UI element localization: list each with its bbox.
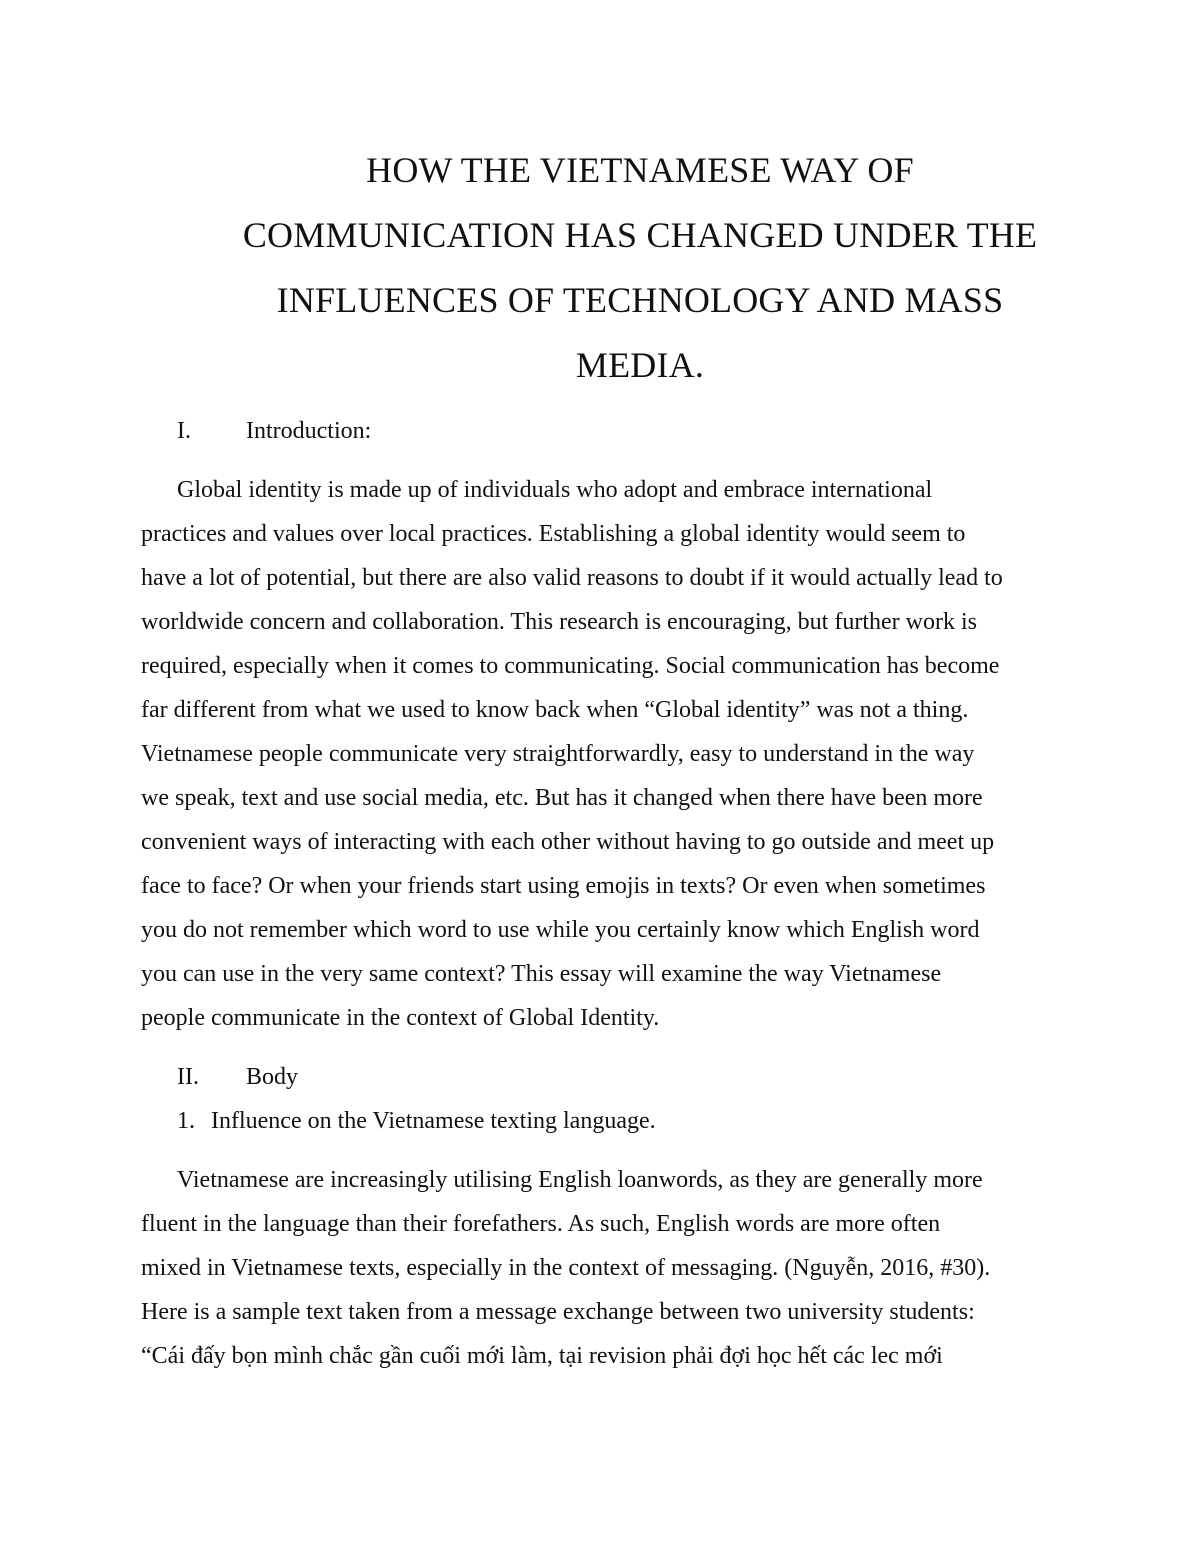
paragraph-line: people communicate in the context of Global Identity. [141, 1005, 660, 1031]
introduction-paragraph [141, 468, 1071, 1040]
paragraph-line: far different from what we used to know back when “Global identity” was not a thing. [141, 697, 969, 723]
paragraph-line: you can use in the very same context? This essay will examine the way Vietnamese [141, 961, 942, 987]
paragraph-line: Here is a sample text taken from a message exchange between two university students: [141, 1299, 975, 1325]
paragraph-line: you do not remember which word to use while you certainly know which English word [141, 917, 980, 943]
body-paragraph [141, 1158, 1071, 1378]
paragraph-line: mixed in Vietnamese texts, especially in the context of messaging. (Nguyễn, 2016, #30). [141, 1255, 991, 1281]
section-label: Introduction: [246, 418, 372, 444]
paragraph-line: face to face? Or when your friends start using emojis in texts? Or even when sometimes [141, 873, 986, 899]
subsection-number: 1. [177, 1108, 195, 1134]
paragraph-line: Vietnamese people communicate very straightforwardly, easy to understand in the way [141, 741, 975, 767]
title-line: INFLUENCES OF TECHNOLOGY AND MASS [276, 280, 1004, 320]
section-number: I. [177, 418, 191, 444]
subsection-label: Influence on the Vietnamese texting language. [211, 1108, 656, 1134]
paragraph-line: we speak, text and use social media, etc. But has it changed when there have been more [141, 785, 983, 811]
paragraph-line: Global identity is made up of individuals who adopt and embrace international [177, 477, 933, 503]
document-title [140, 138, 1140, 398]
paragraph-line: practices and values over local practices. Establishing a global identity would seem to [141, 521, 966, 547]
paragraph-line: Vietnamese are increasingly utilising English loanwords, as they are generally more [177, 1167, 983, 1193]
title-line: COMMUNICATION HAS CHANGED UNDER THE [242, 215, 1038, 255]
paragraph-line: have a lot of potential, but there are also valid reasons to doubt if it would actually lead to [141, 565, 1003, 591]
paragraph-line: convenient ways of interacting with each other without having to go outside and meet up [141, 829, 995, 855]
paragraph-line: worldwide concern and collaboration. This research is encouraging, but further work is [141, 609, 977, 635]
section-number: II. [177, 1064, 199, 1090]
title-line: MEDIA. [575, 345, 705, 385]
paragraph-line: required, especially when it comes to communicating. Social communication has become [141, 653, 1000, 679]
paragraph-line: fluent in the language than their forefathers. As such, English words are more often [141, 1211, 941, 1237]
paragraph-line: “Cái đấy bọn mình chắc gần cuối mới làm, tại revision phải đợi học hết các lec mới [141, 1343, 943, 1369]
section-label: Body [246, 1064, 299, 1090]
title-line: HOW THE VIETNAMESE WAY OF [366, 150, 914, 190]
